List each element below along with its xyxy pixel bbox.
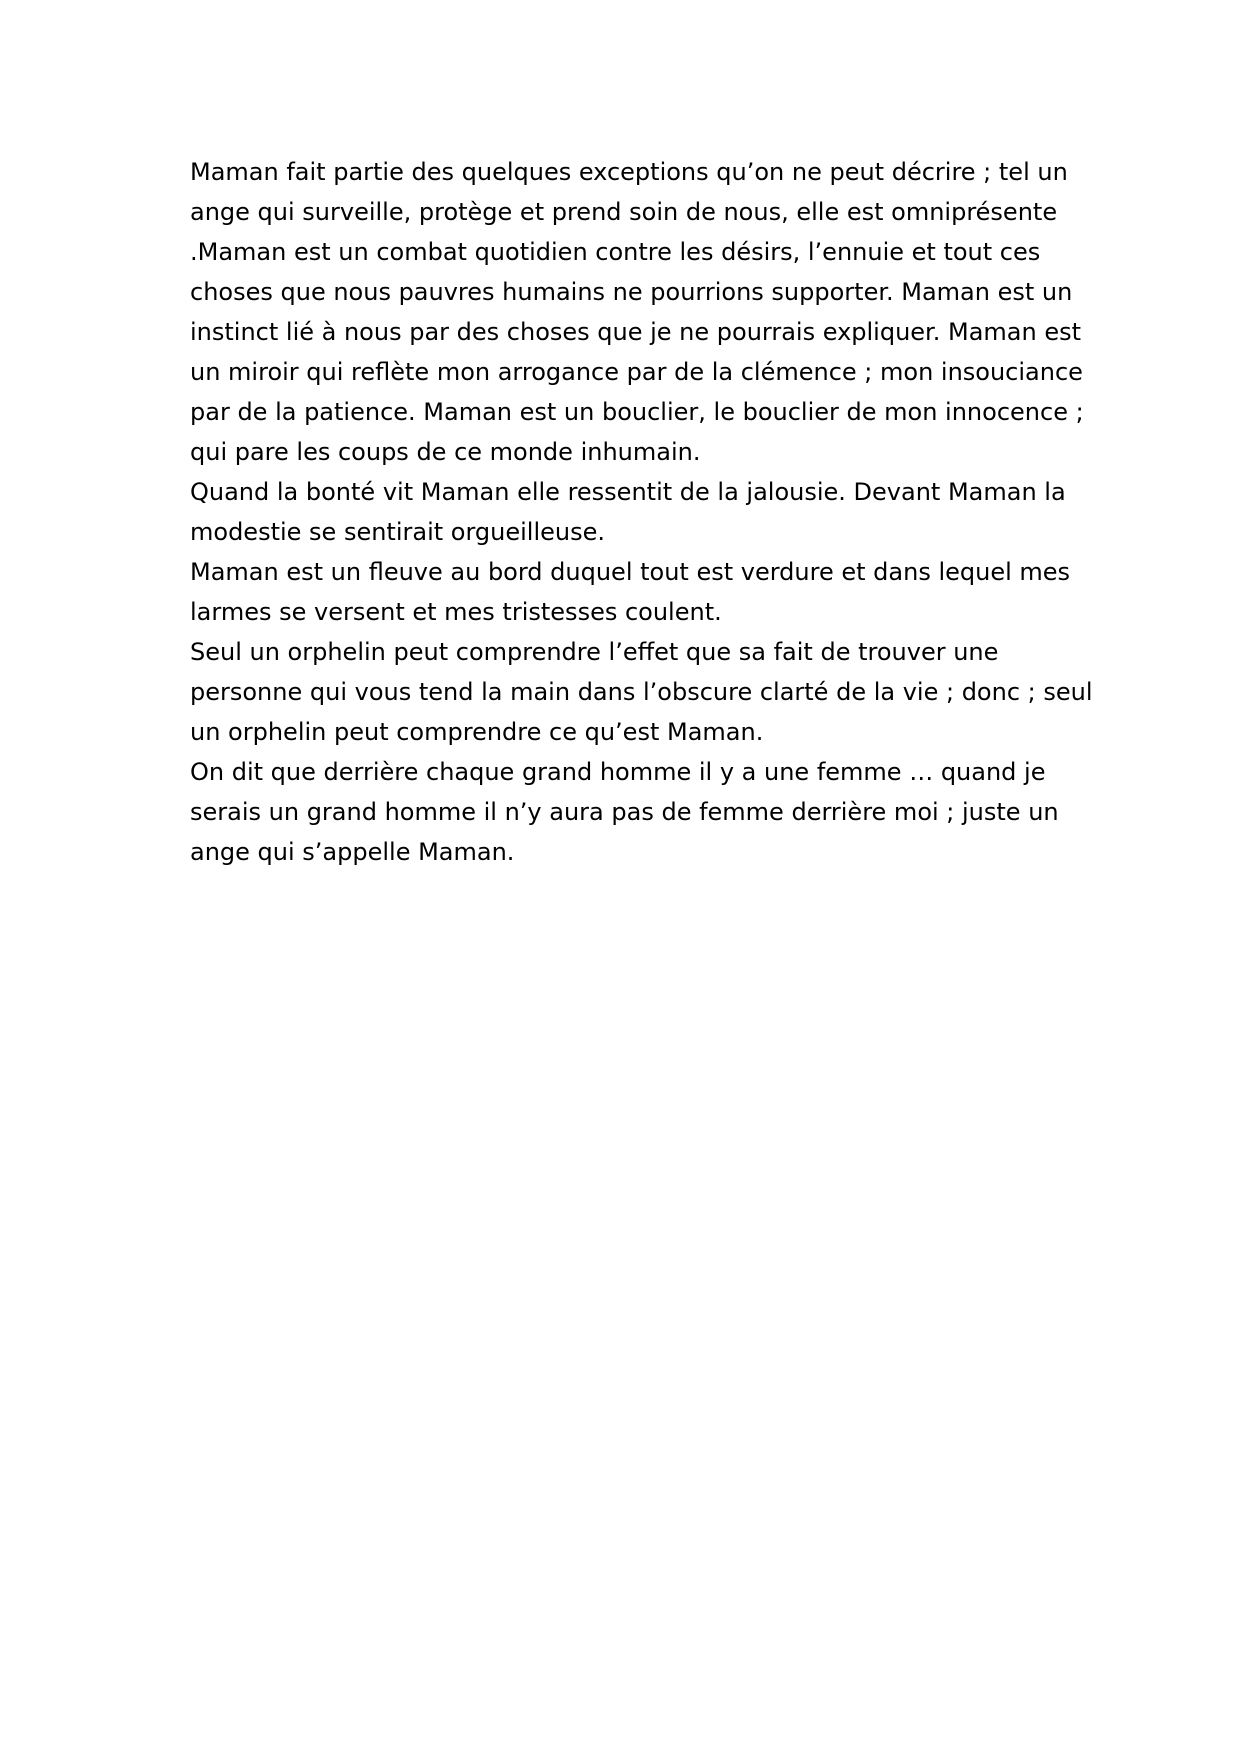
text-line: larmes se versent et mes tristesses coulent. bbox=[190, 598, 722, 626]
text-line: un miroir qui reflète mon arrogance par de la clémence ; mon insouciance bbox=[190, 358, 1083, 386]
text-line: ange qui s’appelle Maman. bbox=[190, 838, 515, 866]
body-text bbox=[190, 152, 1093, 872]
text-line: choses que nous pauvres humains ne pourrions supporter. Maman est un bbox=[190, 278, 1073, 306]
text-line: Quand la bonté vit Maman elle ressentit de la jalousie. Devant Maman la bbox=[190, 478, 1066, 506]
text-line: On dit que derrière chaque grand homme il y a une femme … quand je bbox=[190, 758, 1046, 786]
text-line: Maman fait partie des quelques exceptions qu’on ne peut décrire ; tel un bbox=[190, 158, 1068, 186]
text-line: par de la patience. Maman est un bouclier, le bouclier de mon innocence ; bbox=[190, 398, 1084, 426]
text-line: modestie se sentirait orgueilleuse. bbox=[190, 518, 605, 546]
text-line: ange qui surveille, protège et prend soin de nous, elle est omniprésente bbox=[190, 198, 1058, 226]
text-line: .Maman est un combat quotidien contre les désirs, l’ennuie et tout ces bbox=[190, 238, 1041, 266]
text-line: Seul un orphelin peut comprendre l’effet que sa fait de trouver une bbox=[190, 638, 999, 666]
text-line: qui pare les coups de ce monde inhumain. bbox=[190, 438, 701, 466]
text-line: serais un grand homme il n’y aura pas de femme derrière moi ; juste un bbox=[190, 798, 1059, 826]
text-line: un orphelin peut comprendre ce qu’est Maman. bbox=[190, 718, 764, 746]
text-line: instinct lié à nous par des choses que je ne pourrais expliquer. Maman est bbox=[190, 318, 1081, 346]
text-line: Maman est un fleuve au bord duquel tout est verdure et dans lequel mes bbox=[190, 558, 1071, 586]
text-line: personne qui vous tend la main dans l’obscure clarté de la vie ; donc ; seul bbox=[190, 678, 1093, 706]
